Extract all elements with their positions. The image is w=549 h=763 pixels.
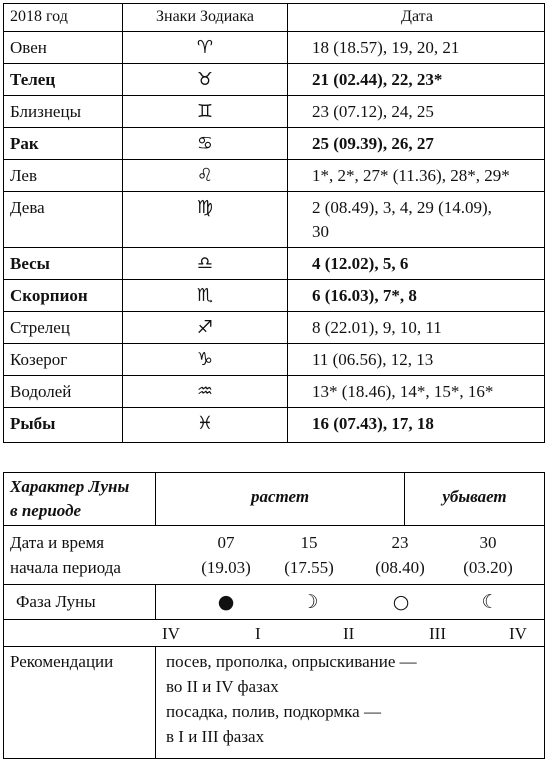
zodiac-row bbox=[4, 312, 544, 344]
sign-name: Рыбы bbox=[10, 414, 56, 433]
zodiac-row bbox=[4, 64, 544, 96]
sign-name: Овен bbox=[10, 38, 47, 57]
taurus-icon: ♉︎ bbox=[196, 69, 214, 90]
moon-waning-label: убывает bbox=[442, 487, 507, 506]
zodiac-row bbox=[4, 408, 544, 442]
zodiac-table bbox=[3, 3, 545, 443]
divider bbox=[155, 646, 156, 758]
sign-dates: 23 (07.12), 24, 25 bbox=[312, 102, 434, 121]
capricorn-icon: ♑︎ bbox=[196, 349, 214, 370]
divider bbox=[4, 525, 544, 526]
sign-dates-continued: 30 bbox=[312, 222, 329, 241]
recommendation-line: посадка, полив, подкормка — bbox=[166, 702, 381, 721]
period-time: (19.03) bbox=[201, 558, 251, 577]
period-day: 07 bbox=[217, 533, 235, 552]
header-signs: Знаки Зодиака bbox=[155, 8, 254, 25]
zodiac-row bbox=[4, 344, 544, 376]
gemini-icon: ♊︎ bbox=[196, 101, 214, 122]
phase-numeral: II bbox=[343, 624, 355, 643]
new-moon-icon: ● bbox=[217, 591, 235, 613]
divider bbox=[155, 584, 156, 619]
phase-numeral: IV bbox=[162, 624, 180, 643]
moon-character-label-2: в периоде bbox=[10, 501, 82, 520]
sign-name: Козерог bbox=[10, 350, 68, 369]
sign-name: Телец bbox=[10, 70, 56, 89]
sign-dates: 8 (22.01), 9, 10, 11 bbox=[312, 318, 442, 337]
zodiac-row bbox=[4, 96, 544, 128]
virgo-icon: ♍︎ bbox=[196, 197, 214, 218]
cancer-icon: ♋︎ bbox=[196, 133, 214, 154]
sign-name: Стрелец bbox=[10, 318, 70, 337]
sign-dates: 11 (06.56), 12, 13 bbox=[312, 350, 434, 369]
first-quarter-moon-icon: ☽ bbox=[301, 591, 319, 613]
zodiac-row bbox=[4, 32, 544, 64]
zodiac-row bbox=[4, 376, 544, 408]
moon-phase-label: Фаза Луны bbox=[16, 592, 96, 611]
sign-name: Лев bbox=[10, 166, 37, 185]
period-time: (03.20) bbox=[463, 558, 513, 577]
sign-name: Водолей bbox=[10, 382, 72, 401]
divider bbox=[4, 619, 544, 620]
sign-name: Близнецы bbox=[10, 102, 81, 121]
recommendation-line: в I и III фазах bbox=[166, 727, 265, 746]
divider bbox=[4, 646, 544, 647]
aries-icon: ♈︎ bbox=[196, 37, 214, 58]
last-quarter-moon-icon: ☾ bbox=[481, 591, 499, 613]
recommendations-label: Рекомендации bbox=[10, 652, 114, 671]
sign-dates: 18 (18.57), 19, 20, 21 bbox=[312, 38, 460, 57]
sign-dates: 2 (08.49), 3, 4, 29 (14.09), bbox=[312, 198, 492, 217]
date-time-label: Дата и время bbox=[10, 533, 105, 552]
zodiac-row bbox=[4, 248, 544, 280]
moon-character-label: Характер Луны bbox=[10, 477, 130, 496]
period-day: 23 bbox=[391, 533, 409, 552]
leo-icon: ♌︎ bbox=[196, 165, 214, 186]
recommendation-line: посев, прополка, опрыскивание — bbox=[166, 652, 417, 671]
zodiac-row bbox=[4, 192, 544, 248]
phase-numeral: III bbox=[429, 624, 446, 643]
moon-table bbox=[3, 472, 545, 759]
sign-name: Рак bbox=[10, 134, 39, 153]
aquarius-icon: ♒︎ bbox=[196, 381, 214, 402]
header-date: Дата bbox=[401, 8, 433, 25]
sign-dates: 6 (16.03), 7*, 8 bbox=[312, 286, 417, 305]
zodiac-row bbox=[4, 160, 544, 192]
period-day: 15 bbox=[300, 533, 318, 552]
sign-dates: 4 (12.02), 5, 6 bbox=[312, 254, 409, 273]
sign-name: Дева bbox=[10, 198, 45, 217]
divider bbox=[4, 584, 544, 585]
moon-growing-label: растет bbox=[250, 487, 310, 506]
full-moon-icon: ○ bbox=[392, 591, 410, 613]
date-time-label-2: начала периода bbox=[10, 558, 121, 577]
header-year: 2018 год bbox=[10, 8, 68, 25]
zodiac-row bbox=[4, 128, 544, 160]
sign-dates: 25 (09.39), 26, 27 bbox=[312, 134, 434, 153]
period-time: (08.40) bbox=[375, 558, 425, 577]
sign-name: Скорпион bbox=[10, 286, 88, 305]
period-day: 30 bbox=[479, 533, 497, 552]
sagittarius-icon: ♐︎ bbox=[196, 317, 214, 338]
scorpio-icon: ♏︎ bbox=[196, 285, 214, 306]
pisces-icon: ♓︎ bbox=[196, 413, 214, 434]
sign-dates: 16 (07.43), 17, 18 bbox=[312, 414, 434, 433]
period-time: (17.55) bbox=[284, 558, 334, 577]
recommendation-line: во II и IV фазах bbox=[166, 677, 279, 696]
sign-dates: 13* (18.46), 14*, 15*, 16* bbox=[312, 382, 494, 401]
sign-name: Весы bbox=[10, 254, 50, 273]
sign-dates: 21 (02.44), 22, 23* bbox=[312, 70, 443, 89]
libra-icon: ♎︎ bbox=[196, 253, 214, 274]
phase-numeral: IV bbox=[509, 624, 527, 643]
zodiac-row bbox=[4, 280, 544, 312]
zodiac-header-row bbox=[4, 4, 544, 32]
sign-dates: 1*, 2*, 27* (11.36), 28*, 29* bbox=[312, 166, 510, 185]
phase-numeral: I bbox=[255, 624, 261, 643]
